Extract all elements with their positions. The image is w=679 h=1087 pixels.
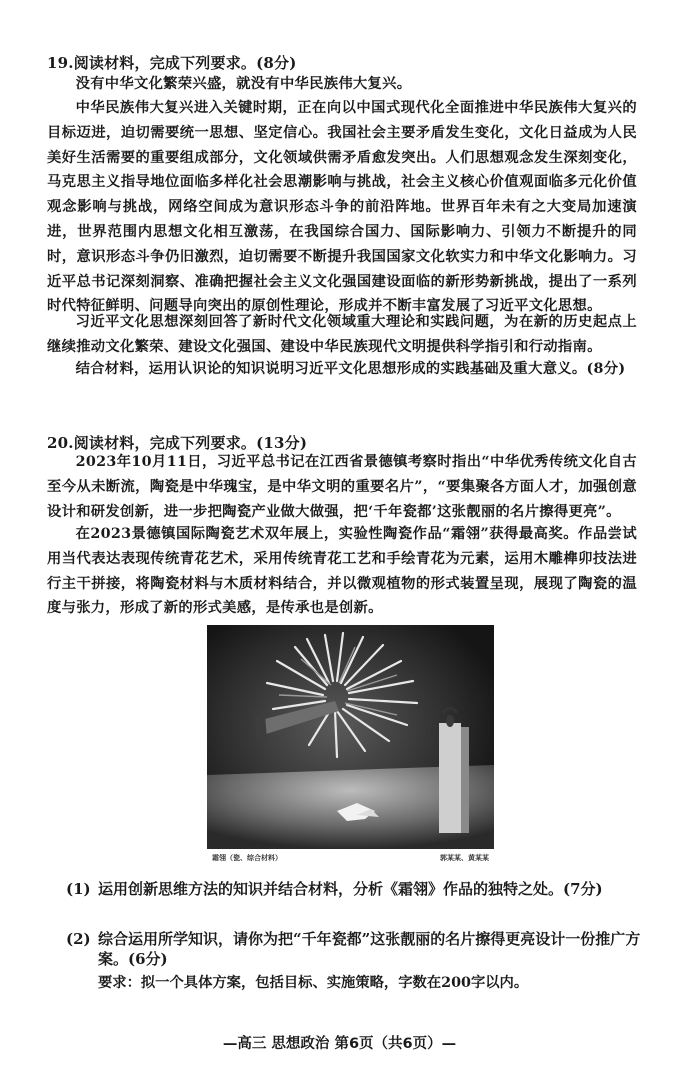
sub-question-2-text-continued: 案。(6分) xyxy=(98,950,168,968)
question-19-paragraph-1: 中华民族伟大复兴进入关键时期，正在向以中国式现代化全面推进中华民族伟大复兴的目标迈进，迫切需要统一思想、坚定信心。我国社会主要矛盾发生变化，文化日益成为人民美好生活需要的重要组成部分，文化领域供需矛盾愈发突出。人们思想观念发生深刻变化，马克思主义指导地位面临多样化社会思潮影响与挑战，社会主义核心价值观面临多元化价值观念影响与挑战，网络空间成为意识形态斗争的前沿阵地。世界百年未有之大变局加速演进，世界范围内思想文化相互激荡，在我国综合国力、国际影响力、引领力不断提升的同时，意识形态斗争仍旧激烈，迫切需要不断提升我国国家文化软实力和中华文化影响力。习近平总书记深刻洞察、准确把握社会主义文化强国建设面临的新形势新挑战，提出了一系列时代特征鲜明、问题导向突出的原创性理论，形成并不断丰富发展了习近平文化思想。 xyxy=(47,100,637,315)
artwork-caption: 霜翎（瓷、综合材料） xyxy=(212,854,282,862)
sub-question-2-text: 综合运用所学知识，请你为把“千年瓷都”这张靓丽的名片擦得更亮设计一份推广方 xyxy=(98,930,641,948)
question-20-title: 20.阅读材料，完成下列要求。(13分) xyxy=(47,434,308,452)
question-19-lead: 没有中华文化繁荣兴盛，就没有中华民族伟大复兴。 xyxy=(75,76,412,92)
artwork-author-caption: 郭某某、黄某某 xyxy=(440,854,489,862)
sub-question-1-text: 运用创新思维方法的知识并结合材料，分析《霜翎》作品的独特之处。(7分) xyxy=(98,880,603,898)
artwork-photo xyxy=(207,625,494,849)
sub-question-2-number: (2) xyxy=(66,930,91,948)
sub-question-2-requirement: 要求：拟一个具体方案，包括目标、实施策略，字数在200字以内。 xyxy=(98,975,529,991)
question-20-paragraph-2: 在2023景德镇国际陶瓷艺术双年展上，实验性陶瓷作品“霜翎”获得最高奖。作品尝试用当代表达表现传统青花艺术，采用传统青花工艺和手绘青花为元素，运用木雕榫卯技法进行主干拼接，将陶瓷材料与木质材料结合，并以微观植物的形式装置呈现，展现了陶瓷的温度与张力，形成了新的形式美感，是传承也是创新。 xyxy=(47,526,637,617)
artwork-photo-graphic xyxy=(207,625,494,849)
question-19-task: 结合材料，运用认识论的知识说明习近平文化思想形成的实践基础及重大意义。(8分) xyxy=(75,361,626,377)
sub-question-1-number: (1) xyxy=(66,880,91,898)
question-19-paragraph-2: 习近平文化思想深刻回答了新时代文化领域重大理论和实践问题，为在新的历史起点上继续推动文化繁荣、建设文化强国、建设中华民族现代文明提供科学指引和行动指南。 xyxy=(47,314,637,355)
question-19-title: 19.阅读材料，完成下列要求。(8分) xyxy=(47,54,297,72)
page-footer: —高三 思想政治 第6页（共6页）— xyxy=(222,1036,457,1052)
question-20-paragraph-1: 2023年10月11日，习近平总书记在江西省景德镇考察时指出“中华优秀传统文化自古至今从未断流，陶瓷是中华瑰宝，是中华文明的重要名片”，“要集聚各方面人才，加强创意设计和研发创新，进一步把陶瓷产业做大做强，把‘千年瓷都’这张靓丽的名片擦得更亮”。 xyxy=(47,454,637,520)
